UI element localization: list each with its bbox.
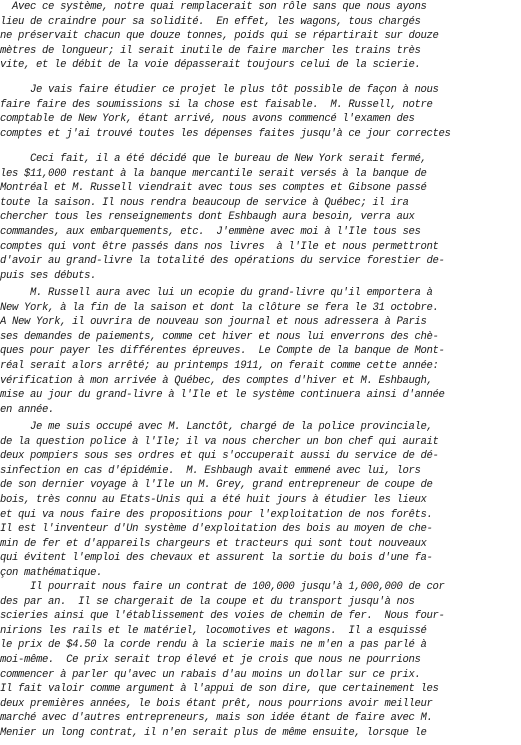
text-line: chercher tous les renseignements dont Eshbaugh aura besoin, verra aux [0, 211, 415, 224]
text-line: vérification à mon arrivée à Québec, des comptes d'hiver et M. Eshbaugh, [0, 374, 433, 387]
text-line: faire faire des soumissions si la chose est faisable. M. Russell, notre [0, 98, 433, 111]
text-line: Ceci fait, il a été décidé que le bureau de New York serait fermé, [0, 153, 427, 165]
paragraph-ledger [0, 286, 521, 417]
text-line: bois, très connu au Etats-Unis qui a été huit jours à étudier les lieux [0, 493, 427, 506]
text-line: le prix de $4.50 la corde rendu à la scierie mais ne m'en a pas parlé à [0, 639, 427, 652]
text-line: Avec ce système, notre quai remplacerait son rôle sans que nous ayons [0, 1, 427, 13]
text-line: scieries ainsi que l'établissement des voies de chemin de fer. Nous four- [0, 610, 445, 623]
text-line: Montréal et M. Russell viendrait avec tous ses comptes et Gibsone passé [0, 182, 427, 195]
text-line: moi-même. Ce prix serait trop élevé et je crois que nous ne pourrions [0, 653, 421, 666]
text-line: comptes qui vont être passés dans nos livres à l'Ile et nous permettront [0, 240, 439, 253]
text-line: réal serait alors arrêté; au printemps 1911, on ferait comme cette année: [0, 359, 439, 372]
text-line: Je me suis occupé avec M. Lanctôt, chargé de la police provinciale, [0, 421, 433, 433]
text-line: marché avec d'autres entrepreneurs, mais son idée étant de faire avec M. [0, 712, 433, 725]
text-line: nirions les rails et le matériel, locomotives et wagons. Il a esquissé [0, 624, 427, 637]
text-line: New York, à la fin de la saison et dont la clôture se fera le 31 octobre. [0, 301, 439, 314]
text-line: lieu de craindre pour sa solidité. En effet, les wagons, tous chargés [0, 15, 421, 28]
paragraph-police-and-logging [0, 420, 521, 581]
text-line: comptes et j'ai trouvé toutes les dépenses faites jusqu'à ce jour correctes [0, 127, 451, 140]
text-line: commandes, aux embarquements, etc. J'emmène avec moi à l'Ile tous ses [0, 225, 421, 238]
text-line: Je vais faire étudier ce projet le plus tôt possible de façon à nous [0, 84, 439, 96]
paragraph-new-york-office [0, 152, 521, 283]
text-line: Il fait valoir comme argument à l'appui de son dire, que certainement les [0, 683, 439, 696]
text-line: A New York, il ouvrira de nouveau son journal et nous adressera à Paris [0, 316, 427, 329]
text-line: en année. [0, 403, 55, 416]
text-line: min de fer et d'appareils chargeurs et tracteurs qui sont tout nouveaux [0, 537, 427, 550]
text-line: Menier un long contrat, il n'en serait plus de même ensuite, lorsque le [0, 726, 427, 739]
text-line: comptable de New York, étant arrivé, nous avons commencé l'examen des [0, 113, 415, 126]
text-line: sinfection en cas d'épidémie. M. Eshbaugh avait emmené avec lui, lors [0, 464, 421, 477]
text-line: des par an. Il se chargerait de la coupe et du transport jusqu'à nos [0, 595, 415, 608]
text-line: çon mathématique. [0, 566, 103, 579]
text-line: Il pourrait nous faire un contrat de 100,000 jusqu'à 1,000,000 de cor [0, 581, 445, 593]
text-line: ne préservait chacun que douze tonnes, poids qui se répartirait sur douze [0, 30, 439, 43]
text-line: vite, et le débit de la voie dépasserait toujours celui de la scierie. [0, 59, 421, 72]
text-line: puis ses débuts. [0, 269, 97, 282]
paragraph-project-study [0, 83, 521, 141]
text-line: deux pompiers sous ses ordres et qui s'occuperait aussi du service de dé- [0, 450, 439, 463]
text-line: mètres de longueur; il serait inutile de faire marcher les trains très [0, 44, 421, 57]
text-line: d'avoir au grand-livre la totalité des opérations du service forestier de- [0, 255, 445, 268]
text-line: les $11,000 restant à la banque mercantile serait versés à la banque de [0, 167, 427, 180]
text-line: Il est l'inventeur d'Un système d'exploitation des bois au moyen de che- [0, 523, 433, 536]
paragraph-quay-system [0, 0, 521, 73]
text-line: toute la saison. Il nous rendra beaucoup de service à Québec; il ira [0, 196, 409, 209]
text-line: de son dernier voyage à l'Ile un M. Grey, grand entrepreneur de coupe de [0, 479, 433, 492]
text-line: mise au jour du grand-livre à l'Ile et le système continuera ainsi d'année [0, 389, 445, 402]
text-line: M. Russell aura avec lui un ecopie du grand-livre qu'il emportera à [0, 287, 433, 299]
text-line: de la question police à l'Ile; il va nous chercher un bon chef qui aurait [0, 435, 439, 448]
text-line: ses demandes de paiements, comme cet hiver et nous lui enverrons des chè- [0, 330, 439, 343]
text-line: commencer à parler qu'avec un rabais d'au moins un dollar sur ce prix. [0, 668, 421, 681]
text-line: et qui va nous faire des propositions pour l'exploitation de nos forêts. [0, 508, 433, 521]
text-line: qui évitent l'emploi des chevaux et assurent la sortie du bois d'une fa- [0, 552, 433, 565]
text-line: ques pour payer les différentes épreuves. Le Compte de la banque de Mont- [0, 345, 445, 358]
paragraph-contract [0, 580, 521, 741]
text-line: deux premières années, le bois étant prêt, nous pourrions avoir meilleur [0, 697, 433, 710]
